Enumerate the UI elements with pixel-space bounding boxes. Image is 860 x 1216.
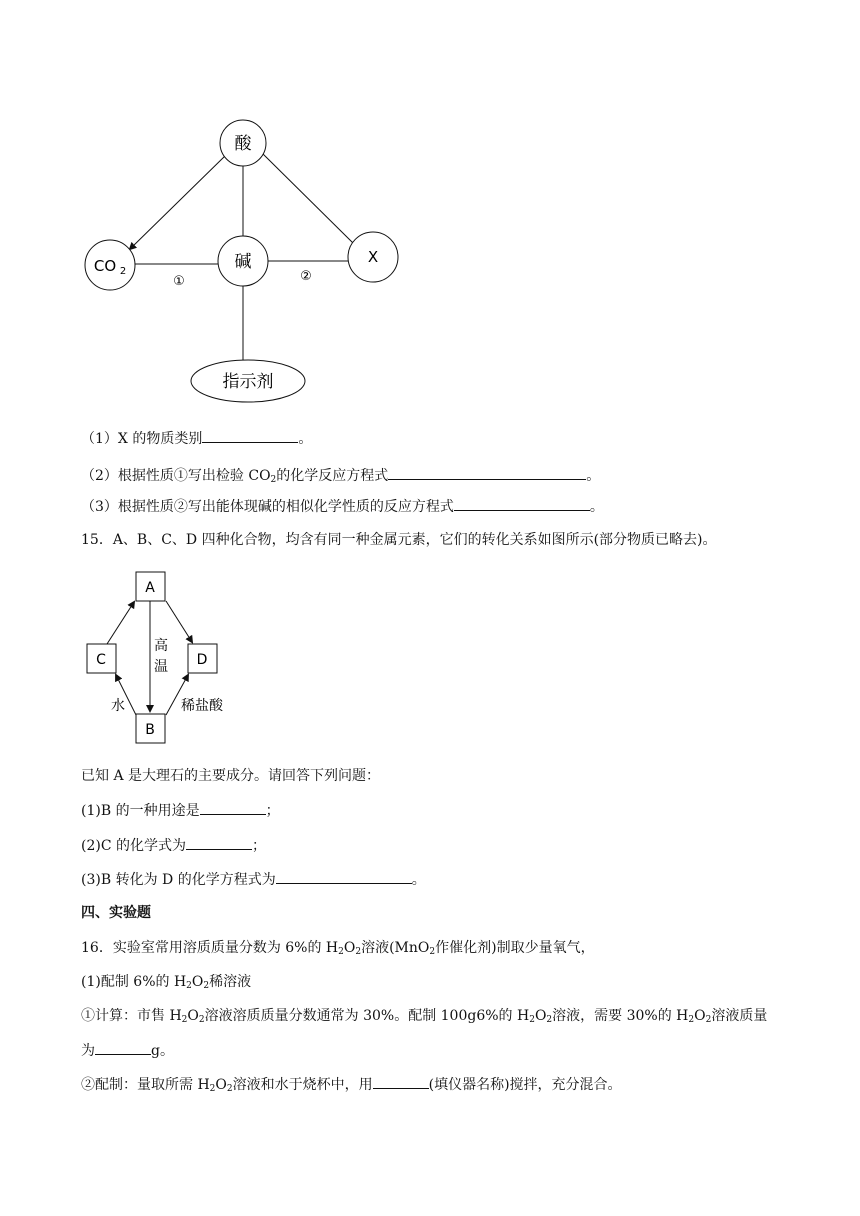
q14-part3-end: 。 (589, 499, 604, 515)
q15-stem-text: 15．A、B、C、D 四种化合物，均含有同一种金属元素，它们的转化关系如图所示(部分物质已略去)。 (81, 532, 717, 548)
subscript: 2 (198, 1015, 205, 1025)
q15-part3-end: 。 (411, 872, 426, 888)
subscript: 2 (270, 475, 277, 485)
q16-calc (81, 1006, 767, 1026)
answer-blank[interactable] (200, 800, 266, 815)
text: 溶液和水于烧杯中，用 (232, 1077, 373, 1093)
text: 16．实验室常用溶质质量分数为 6%的 H (81, 940, 339, 956)
q15-part2 (81, 835, 266, 856)
text: 为 (81, 1043, 95, 1059)
svg-text:CO: CO (93, 257, 117, 275)
svg-text:D: D (196, 652, 208, 668)
q15-stem (81, 530, 717, 550)
answer-blank[interactable] (388, 465, 586, 480)
text: g。 (151, 1043, 174, 1059)
q15-part1 (81, 800, 280, 821)
subscript: 2 (546, 1015, 553, 1025)
text: 溶液质量 (711, 1008, 768, 1024)
text: (1)配制 6%的 H (81, 974, 187, 990)
section-title (81, 903, 151, 923)
subscript: 2 (186, 981, 192, 991)
acid-base-diagram (70, 110, 420, 410)
q14-part1-end: 。 (298, 431, 313, 447)
subscript: 2 (688, 1015, 695, 1025)
subscript: 2 (203, 981, 210, 991)
arrow-a-to-d (166, 601, 192, 642)
svg-text:碱: 碱 (234, 252, 252, 272)
subscript: 2 (429, 947, 436, 957)
subscript: 2 (355, 947, 362, 957)
svg-text:A: A (145, 580, 155, 596)
node-indicator (191, 360, 305, 402)
text: 溶液(MnO (361, 940, 430, 956)
text: O (534, 1008, 547, 1024)
svg-text:X: X (367, 248, 379, 266)
node-acid (220, 120, 266, 166)
answer-blank[interactable] (276, 869, 412, 884)
q16-prep (81, 1074, 622, 1095)
answer-blank[interactable] (95, 1040, 151, 1055)
subscript: 2 (181, 1015, 188, 1025)
q15-part1-end: ； (265, 803, 280, 819)
label-temp: 温 (154, 659, 168, 675)
q16-calc-answer (81, 1040, 174, 1061)
arrow-c-to-a (107, 602, 134, 644)
label-high: 高 (154, 638, 168, 654)
edge-acid-x (262, 153, 353, 243)
svg-text:B: B (145, 722, 155, 738)
text: 溶液，需要 30%的 H (552, 1008, 689, 1024)
svg-text:C: C (96, 652, 106, 668)
text: O (215, 1077, 227, 1093)
edge-acid-co2 (130, 155, 226, 249)
svg-text:酸: 酸 (234, 134, 252, 154)
answer-blank[interactable] (186, 835, 252, 850)
q15-part2-end: ； (252, 838, 266, 854)
subscript: 2 (529, 1015, 535, 1025)
box-a (136, 572, 165, 601)
label-dilute-hcl: 稀盐酸 (181, 698, 223, 714)
q15-part3 (81, 869, 426, 890)
text: O (343, 940, 356, 956)
text: ①计算：市售 H (81, 1008, 182, 1024)
node-co2 (85, 240, 135, 290)
answer-blank[interactable] (373, 1074, 429, 1089)
q14-part3 (81, 496, 604, 517)
q14-part3-text: （3）根据性质②写出能体现碱的相似化学性质的反应方程式 (81, 499, 454, 515)
text: 溶液溶质质量分数通常为 30%。配制 100g6%的 H (204, 1008, 530, 1024)
text: (填仪器名称)搅拌，充分混合。 (428, 1077, 622, 1093)
node-x (348, 232, 398, 282)
text: O (191, 974, 204, 990)
subscript: 2 (226, 1084, 233, 1094)
text: O (694, 1008, 706, 1024)
section-title-text: 四、实验题 (81, 905, 151, 921)
text: ②配制：量取所需 H (81, 1077, 210, 1093)
svg-text:2: 2 (119, 266, 127, 277)
conversion-diagram (80, 568, 240, 748)
q14-part2-text-b: 的化学反应方程式 (276, 468, 389, 484)
subscript: 2 (705, 1015, 712, 1025)
q15-part1-text: (1)B 的一种用途是 (81, 803, 200, 819)
box-d (188, 644, 217, 673)
box-b (136, 714, 165, 743)
node-base (218, 236, 268, 286)
q14-part1-text: （1）X 的物质类别 (81, 431, 203, 447)
q14-part2-text: （2）根据性质①写出检验 CO (81, 468, 271, 484)
edge-label-two: ② (300, 269, 312, 284)
q14-part2-end: 。 (586, 468, 601, 484)
q16-sub1 (81, 972, 251, 992)
q14-part1 (81, 428, 312, 449)
q15-part2-text: (2)C 的化学式为 (81, 838, 186, 854)
subscript: 2 (209, 1084, 216, 1094)
svg-text:指示剂: 指示剂 (222, 372, 274, 392)
q15-known (81, 766, 380, 786)
box-c (87, 644, 116, 673)
text: O (187, 1008, 199, 1024)
label-water: 水 (111, 698, 125, 714)
q15-known-text: 已知 A 是大理石的主要成分。请回答下列问题： (81, 768, 381, 784)
answer-blank[interactable] (202, 428, 298, 443)
answer-blank[interactable] (454, 496, 590, 511)
subscript: 2 (338, 947, 344, 957)
q15-part3-text: (3)B 转化为 D 的化学方程式为 (81, 872, 276, 888)
text: 稀溶液 (209, 974, 252, 990)
edge-label-one: ① (173, 274, 185, 289)
text: 作催化剂)制取少量氧气， (435, 940, 595, 956)
q14-part2 (81, 465, 600, 486)
q16-stem (81, 938, 595, 958)
